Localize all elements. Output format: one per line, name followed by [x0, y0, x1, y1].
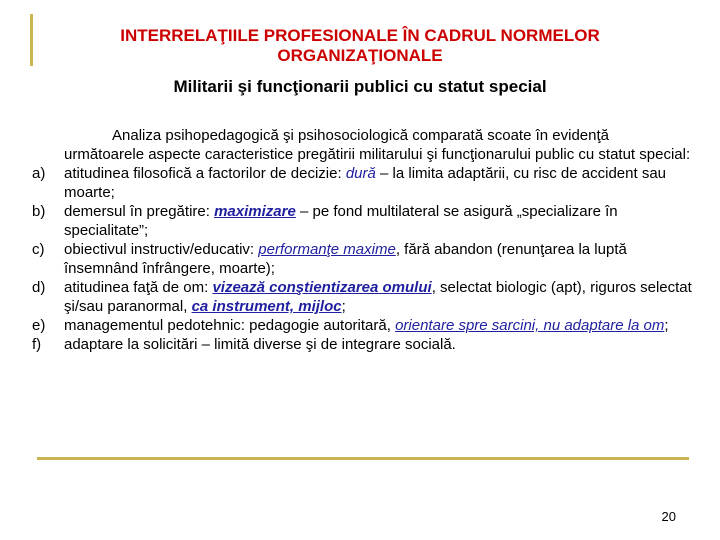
- item-emphasis: vizează conştientizarea omului: [212, 279, 432, 296]
- item-text: ;: [664, 317, 669, 334]
- page-number: 20: [661, 509, 676, 524]
- list-item-f: [32, 335, 692, 354]
- item-text: demersul în pregătire:: [64, 203, 215, 220]
- item-text: adaptare la solicitări – limită diverse şi de integrare socială.: [64, 336, 456, 353]
- intro-paragraph: Analiza psihopedagogică şi psihosociologică comparată scoate în evidenţă următoarele aspecte caracteristice pregătirii militarului şi funcţionarului public cu statut special:: [64, 127, 691, 163]
- slide-content: [32, 126, 692, 354]
- list-marker: d): [32, 279, 46, 296]
- item-emphasis: maximizare: [214, 203, 296, 220]
- item-emphasis: ca instrument, mijloc: [191, 298, 342, 315]
- item-emphasis: dură: [345, 165, 376, 182]
- list-marker: c): [32, 241, 45, 258]
- list-marker: f): [32, 336, 42, 353]
- list-marker: a): [32, 165, 46, 182]
- item-text: – pe fond multilateral se asigură „specializare în specialitate”;: [64, 203, 618, 239]
- item-text: – la limita adaptării, cu risc de accident sau moarte;: [64, 165, 667, 201]
- item-emphasis: orientare spre sarcini, nu adaptare la om: [395, 317, 665, 334]
- list-item-e: [32, 316, 692, 335]
- slide-title: INTERRELAŢIILE PROFESIONALE ÎN CADRUL NORMELOR ORGANIZAŢIONALE: [120, 26, 600, 65]
- list-item-b: [32, 202, 692, 240]
- list-marker: b): [32, 203, 46, 220]
- footer-rule: [37, 457, 689, 460]
- characteristics-list: [32, 164, 692, 354]
- item-text: atitudinea faţă de om:: [64, 279, 213, 296]
- list-item-d: [32, 278, 692, 316]
- list-item-c: [32, 240, 692, 278]
- item-text: obiectivul instructiv/educativ:: [64, 241, 259, 258]
- list-item-a: [32, 164, 692, 202]
- item-text: ;: [341, 298, 346, 315]
- list-marker: e): [32, 317, 46, 334]
- item-text: , fără abandon (renunţarea la luptă însemnând înfrângere, moarte);: [64, 241, 627, 277]
- item-text: managementul pedotehnic: pedagogie autoritară,: [64, 317, 396, 334]
- item-text: , selectat biologic (apt), riguros selectat şi/sau paranormal,: [64, 279, 692, 315]
- decorative-vertical-bar: [30, 14, 33, 66]
- item-text: atitudinea filosofică a factorilor de decizie:: [64, 165, 346, 182]
- item-emphasis: performanţe maxime: [258, 241, 396, 258]
- slide-subtitle: Militarii şi funcţionarii publici cu statut special: [173, 77, 547, 96]
